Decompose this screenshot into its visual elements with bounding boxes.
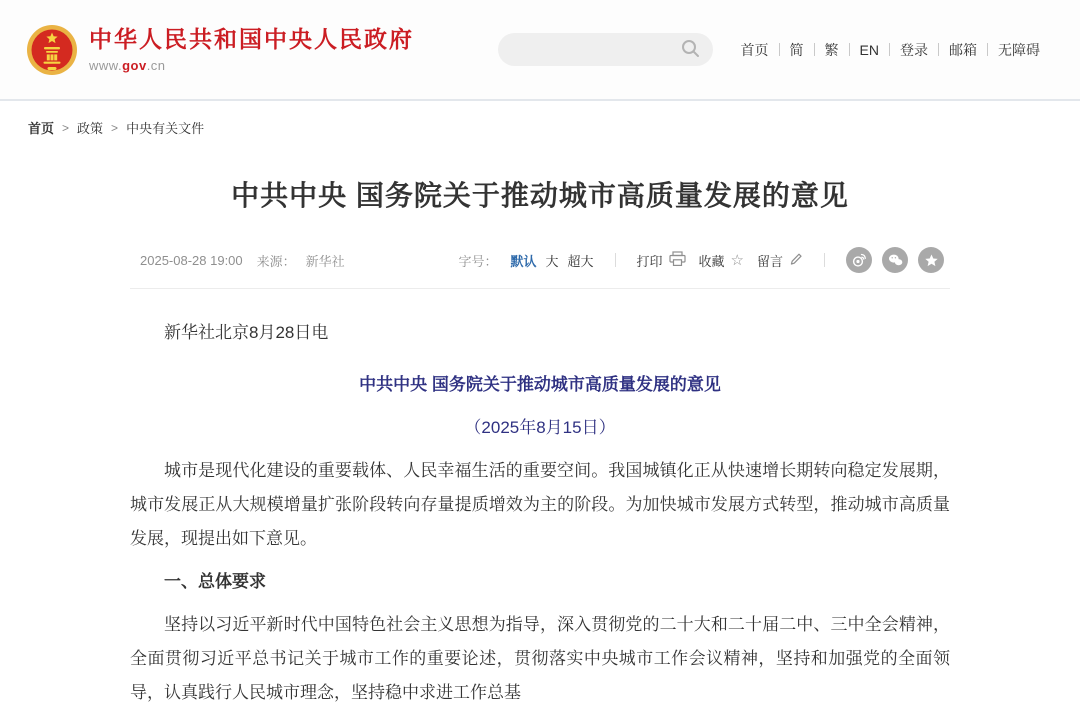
breadcrumb-policy[interactable]: 政策 xyxy=(77,121,104,136)
article xyxy=(130,174,950,710)
site-header xyxy=(0,0,1080,101)
breadcrumb xyxy=(0,101,1080,143)
search-input[interactable] xyxy=(512,42,679,58)
publish-datetime: 2025-08-28 19:00 xyxy=(140,252,243,268)
weibo-share-icon[interactable] xyxy=(846,247,872,273)
meta-separator xyxy=(824,253,825,267)
font-size-group xyxy=(510,251,593,270)
site-logo[interactable] xyxy=(26,24,414,76)
font-size-large[interactable]: 大 xyxy=(545,253,559,269)
meta-separator xyxy=(615,253,616,267)
search-button[interactable] xyxy=(679,37,702,63)
font-size-xlarge[interactable]: 超大 xyxy=(567,253,594,269)
site-url xyxy=(89,58,414,73)
header-right xyxy=(498,33,1050,66)
search-icon xyxy=(681,39,700,61)
comment-button[interactable] xyxy=(757,251,803,270)
search-bar[interactable] xyxy=(498,33,713,66)
article-meta-row xyxy=(130,247,950,289)
article-body xyxy=(130,316,950,710)
nav-item-traditional[interactable]: 繁 xyxy=(824,41,839,58)
breadcrumb-home[interactable]: 首页 xyxy=(28,121,55,136)
qzone-share-icon[interactable] xyxy=(918,247,944,273)
url-gov: gov xyxy=(122,57,147,73)
breadcrumb-separator: > xyxy=(111,120,119,135)
dateline-paragraph: 新华社北京8月28日电 xyxy=(164,323,329,342)
top-nav xyxy=(731,40,1050,60)
url-cn: .cn xyxy=(146,57,166,73)
printer-icon xyxy=(669,251,686,270)
nav-item-login[interactable]: 登录 xyxy=(900,41,928,58)
source-label: 来源： xyxy=(256,253,296,269)
pencil-icon xyxy=(789,251,803,269)
nav-item-english[interactable]: EN xyxy=(859,41,879,58)
url-www: www. xyxy=(89,57,123,73)
document-date: （2025年8月15日） xyxy=(464,418,616,437)
comment-label: 留言 xyxy=(756,253,783,269)
nav-item-home[interactable]: 首页 xyxy=(740,41,769,58)
font-size-label: 字号： xyxy=(458,253,498,269)
breadcrumb-separator: > xyxy=(62,120,70,135)
page-title: 中共中央 国务院关于推动城市高质量发展的意见 xyxy=(231,180,849,211)
print-button[interactable] xyxy=(637,251,686,270)
nav-item-accessibility[interactable]: 无障碍 xyxy=(998,41,1040,58)
star-icon: ☆ xyxy=(730,251,744,269)
body-paragraph-1: 坚持以习近平新时代中国特色社会主义思想为指导，深入贯彻党的二十大和二十届二中、三中全会精神，全面贯彻习近平总书记关于城市工作的重要论述，贯彻落实中央城市工作会议精神，坚持和加强党的全面领导，认真践行人民城市理念，坚持稳中求进工作总基 xyxy=(130,615,950,702)
logo-text xyxy=(89,26,414,73)
site-title: 中华人民共和国中央人民政府 xyxy=(89,26,414,53)
favorite-button[interactable] xyxy=(699,251,744,270)
font-size-default[interactable]: 默认 xyxy=(510,253,537,269)
wechat-share-icon[interactable] xyxy=(882,247,908,273)
breadcrumb-current: 中央有关文件 xyxy=(126,121,205,136)
nav-item-simplified[interactable]: 简 xyxy=(789,41,804,58)
national-emblem-icon xyxy=(26,24,78,76)
share-icons xyxy=(846,247,944,273)
source-value: 新华社 xyxy=(305,253,345,269)
document-title: 中共中央 国务院关于推动城市高质量发展的意见 xyxy=(359,375,721,394)
favorite-label: 收藏 xyxy=(698,253,725,269)
article-meta-right xyxy=(458,247,944,273)
nav-item-mail[interactable]: 邮箱 xyxy=(949,41,977,58)
section-heading-1: 一、总体要求 xyxy=(164,572,266,591)
print-label: 打印 xyxy=(636,253,663,269)
article-meta-left xyxy=(140,251,345,270)
intro-paragraph: 城市是现代化建设的重要载体、人民幸福生活的重要空间。我国城镇化正从快速增长期转向稳定发展期，城市发展正从大规模增量扩张阶段转向存量提质增效为主的阶段。为加快城市发展方式转型，推动城市高质量发展，现提出如下意见。 xyxy=(130,461,950,548)
